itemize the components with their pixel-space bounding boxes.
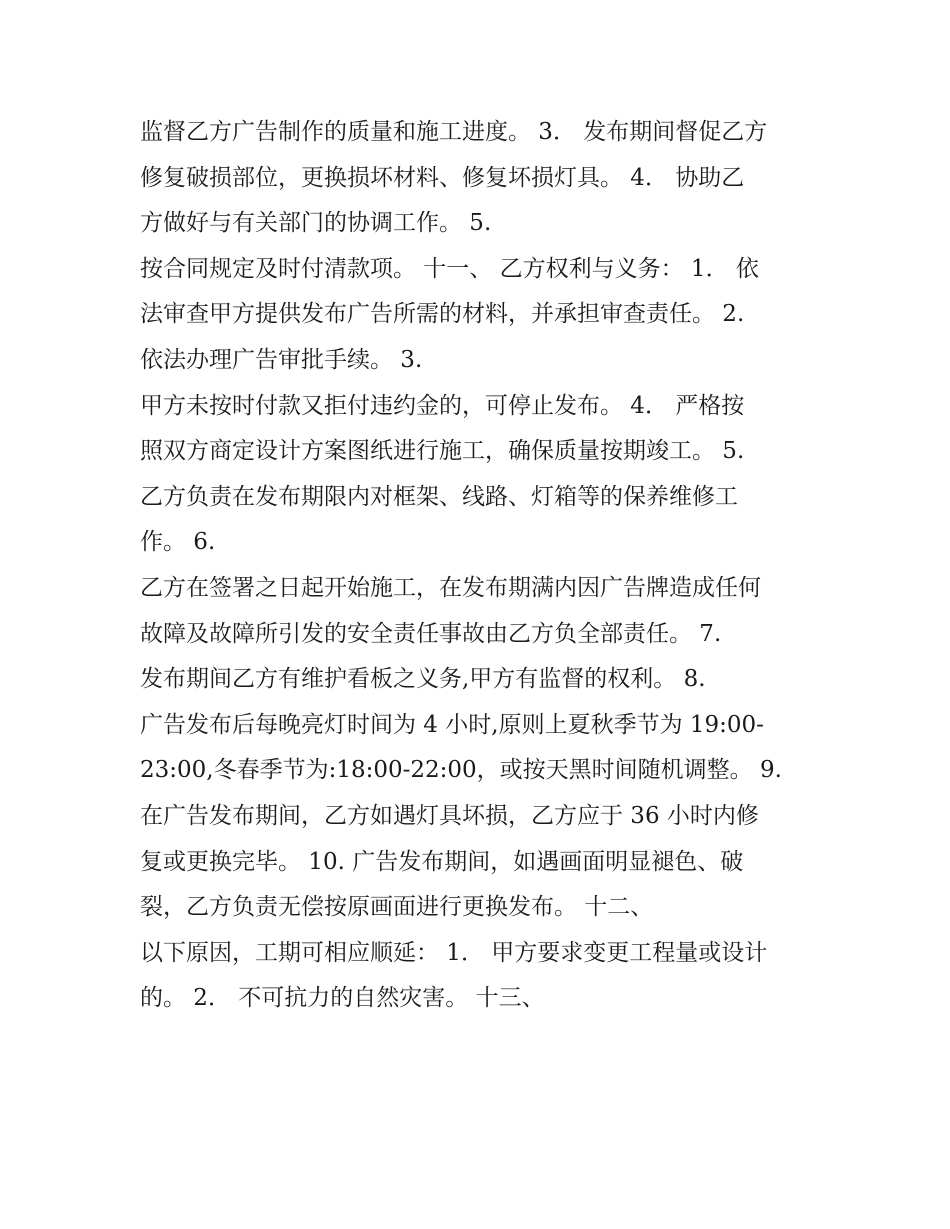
text-line: 修复破损部位，更换损坏材料、修复坏损灯具。 4． 协助乙 (140, 164, 745, 191)
text-line: 以下原因，工期可相应顺延： 1． 甲方要求变更工程量或设计 (140, 939, 768, 966)
text-line: 方做好与有关部门的协调工作。 5. (140, 210, 492, 237)
text-line: 乙方负责在发布期限内对框架、线路、灯箱等的保养维修工 (140, 483, 738, 510)
text-line: 广告发布后每晚亮灯时间为 4 小时,原则上夏秋季节为 19:00- (140, 711, 764, 738)
text-line: 23:00,冬春季节为:18:00-22:00，或按天黑时间随机调整。 9. (140, 757, 782, 784)
text-line: 在广告发布期间，乙方如遇灯具坏损，乙方应于 36 小时内修 (140, 802, 759, 829)
text-line: 照双方商定设计方案图纸进行施工，确保质量按期竣工。 5. (140, 438, 745, 465)
text-line: 作。 6. (140, 529, 216, 556)
text-line: 发布期间乙方有维护看板之义务,甲方有监督的权利。 8. (140, 666, 706, 693)
text-line: 甲方未按时付款又拒付违约金的，可停止发布。 4． 严格按 (140, 392, 745, 419)
text-line: 按合同规定及时付清款项。 十一、 乙方权利与义务： 1． 依 (140, 255, 759, 282)
text-line: 监督乙方广告制作的质量和施工进度。 3． 发布期间督促乙方 (140, 119, 768, 145)
text-line: 的。 2． 不可抗力的自然灾害。 十三、 (140, 985, 545, 1012)
contract-text (140, 110, 830, 1022)
text-line: 裂，乙方负责无偿按原画面进行更换发布。 十二、 (140, 894, 654, 921)
text-line: 复或更换完毕。 10. 广告发布期间，如遇画面明显褪色、破 (140, 848, 744, 875)
text-line: 乙方在签署之日起开始施工，在发布期满内因广告牌造成任何 (140, 574, 761, 601)
text-line: 依法办理广告审批手续。 3. (140, 346, 423, 373)
text-line: 故障及故障所引发的安全责任事故由乙方负全部责任。 7. (140, 620, 722, 647)
text-line: 法审查甲方提供发布广告所需的材料，并承担审查责任。 2. (140, 301, 745, 328)
